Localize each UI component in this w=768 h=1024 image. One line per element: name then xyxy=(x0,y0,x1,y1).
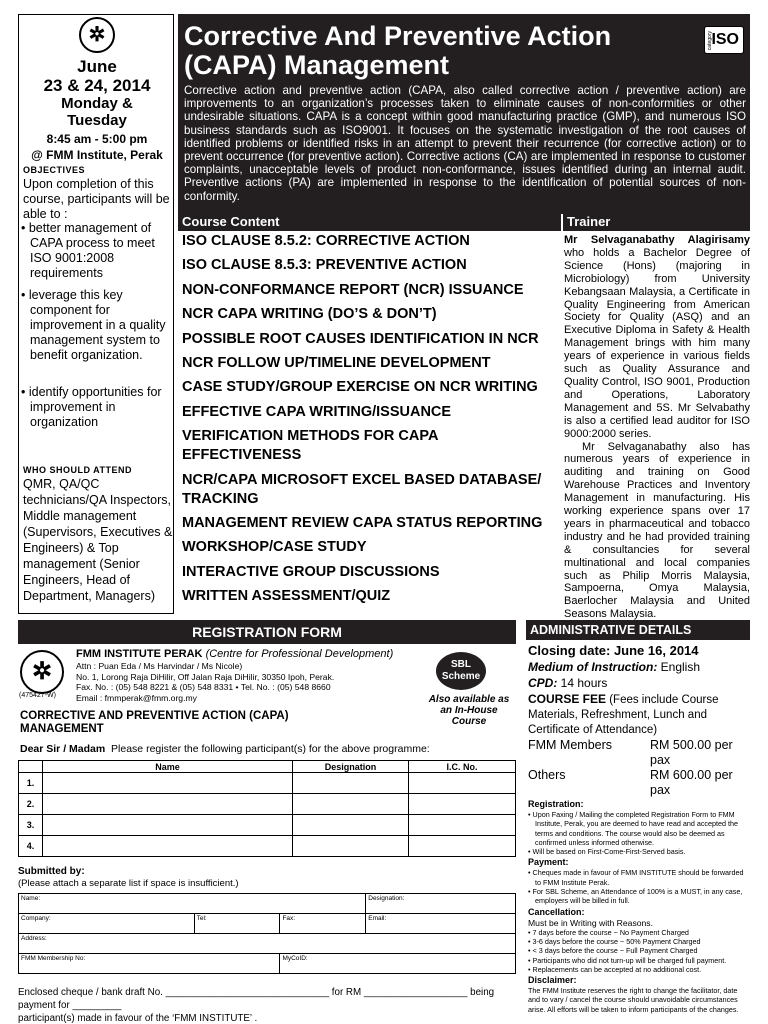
cancellation-term: • 3-6 days before the course ~ 50% Payment Charged xyxy=(528,936,701,946)
disclaimer-text: The FMM Institute reserves the right to change the facilitator, date and to vary / cancel the course should unavoidable circumstances arise. All efforts will be taken to inform participants of the changes. xyxy=(528,986,739,1014)
course-item: CASE STUDY/GROUP EXERCISE ON NCR WRITING xyxy=(182,379,538,396)
page-title xyxy=(184,22,704,80)
header-banner xyxy=(178,14,750,214)
submitter-fax-field[interactable]: Fax: xyxy=(280,914,366,934)
disclaimer-heading: Disclaimer: xyxy=(528,975,577,986)
participant-ic-field[interactable] xyxy=(409,836,516,857)
fee-amount: RM 600.00 per pax xyxy=(650,768,733,797)
cancellation-term: • Replacements can be accepted at no additional cost. xyxy=(528,964,702,974)
event-weekday-1: Monday & xyxy=(61,95,133,112)
course-item: WORKSHOP/CASE STUDY xyxy=(182,539,367,556)
who-should-attend-text: QMR, QA/QC technicians/QA Inspectors, Middle management (Supervisors, Executives & Engineers) & Top management (Senior Engineers, Head of Department, Managers) xyxy=(23,477,173,603)
title-line-1: Corrective And Preventive Action xyxy=(184,21,612,51)
sbl-line-1: SBL xyxy=(451,659,471,670)
iso-label: ISO xyxy=(711,31,739,48)
table-header-row xyxy=(19,761,516,773)
salutation xyxy=(20,743,430,755)
table-row xyxy=(19,815,516,836)
participant-designation-field[interactable] xyxy=(293,773,409,794)
participant-ic-field[interactable] xyxy=(409,794,516,815)
fee-who: Others xyxy=(528,768,566,782)
medium-of-instruction xyxy=(528,659,750,675)
table-row xyxy=(19,773,516,794)
registration-heading: REGISTRATION FORM xyxy=(18,620,516,644)
cpd-value: 14 hours xyxy=(557,676,608,690)
submitter-mycoid-field[interactable]: MyCoID: xyxy=(280,954,516,974)
event-days: 23 & 24, 2014 xyxy=(43,76,151,95)
title-line-2: (CAPA) Management xyxy=(184,50,450,80)
fmm-logo-icon: ✲ xyxy=(20,650,64,694)
trainer-bio xyxy=(564,234,750,621)
in-house-note: Also available as an In-House Course xyxy=(428,694,510,727)
payment-term: • Cheques made in favour of FMM INSTITUTE should be forwarded to FMM Institute Perak. xyxy=(528,868,744,887)
institute-name xyxy=(76,648,393,660)
row-number: 2. xyxy=(19,794,43,815)
cpd-hours xyxy=(528,675,750,691)
submitter-email-field[interactable]: Email: xyxy=(366,914,516,934)
cancellation-term: • Participants who did not turn-up will be charged full payment. xyxy=(528,955,727,965)
participant-name-field[interactable] xyxy=(43,773,293,794)
cancellation-term: • 7 days before the course ~ No Payment Charged xyxy=(528,927,689,937)
course-item: NCR FOLLOW UP/TIMELINE DEVELOPMENT xyxy=(182,354,491,371)
submitter-designation-field[interactable]: Designation: xyxy=(366,894,516,914)
course-item: WRITTEN ASSESSMENT/QUIZ xyxy=(182,588,391,605)
fee-row xyxy=(528,738,750,768)
objectives-intro: Upon completion of this course, participants will be able to : xyxy=(23,177,170,221)
course-item: INTERACTIVE GROUP DISCUSSIONS xyxy=(182,563,440,580)
iso-category-label: category xyxy=(707,31,713,51)
institute-street: No. 1, Lorong Raja DiHilir, Off Jalan Raja DiHilir, 30350 Ipoh, Perak. xyxy=(76,671,335,682)
institute-fax-tel: Fax. No. : (05) 548 8221 & (05) 548 8331 • Tel. No. : (05) 548 8660 xyxy=(76,682,331,692)
objective-item: • identify opportunities for improvement in organization xyxy=(21,385,162,429)
table-row xyxy=(19,836,516,857)
trainer-bio-para-1 xyxy=(564,234,750,441)
row-number: 1. xyxy=(19,773,43,794)
fmm-logo-icon: ✲ xyxy=(79,17,115,53)
payment-heading: Payment: xyxy=(528,857,569,868)
participant-name-field[interactable] xyxy=(43,794,293,815)
event-info-panel xyxy=(18,14,174,614)
fee-amount: RM 500.00 per pax xyxy=(650,738,733,767)
participant-designation-field[interactable] xyxy=(293,836,409,857)
table-header-num xyxy=(19,761,43,773)
participants-table xyxy=(18,760,516,857)
course-item: POSSIBLE ROOT CAUSES IDENTIFICATION IN NCR xyxy=(182,330,539,347)
medium-value: English xyxy=(657,660,701,674)
submitter-address-field[interactable]: Address: xyxy=(19,934,516,954)
submitted-by-note: (Please attach a separate list if space is insufficient.) xyxy=(18,878,239,889)
event-date-block xyxy=(19,57,175,163)
salutation-text: Please register the following participant(s) for the above programme: xyxy=(111,743,430,755)
medium-label: Medium of Instruction: xyxy=(528,660,658,674)
course-fee-note: (Fees include Course Materials, Refreshment, Lunch and Certificate of Attendance) xyxy=(528,694,719,736)
submitter-tel-field[interactable]: Tel: xyxy=(194,914,280,934)
event-weekday-2: Tuesday xyxy=(67,112,127,129)
submitter-membership-field[interactable]: FMM Membership No: xyxy=(19,954,280,974)
payment-declaration xyxy=(18,986,518,1024)
course-fee-label: COURSE FEE xyxy=(528,692,607,706)
submitter-form xyxy=(18,893,516,974)
cpd-label: CPD: xyxy=(528,676,558,690)
course-item: ISO CLAUSE 8.5.3: PREVENTIVE ACTION xyxy=(182,257,467,274)
participant-designation-field[interactable] xyxy=(293,815,409,836)
cancellation-intro: Must be in Writing with Reasons. xyxy=(528,917,653,928)
table-header-name: Name xyxy=(43,761,293,773)
course-item: ISO CLAUSE 8.5.2: CORRECTIVE ACTION xyxy=(182,233,470,249)
submitter-company-field[interactable]: Company: xyxy=(19,914,195,934)
submitted-by-heading: Submitted by: xyxy=(18,866,85,877)
institute-email: Email : fmmperak@fmm.org.my xyxy=(76,692,197,703)
fee-who: FMM Members xyxy=(528,738,613,752)
objective-item: • leverage this key component for improvement in a quality management system to benefit organization. xyxy=(21,288,166,362)
admin-details xyxy=(528,642,750,1014)
payment-declaration-line-1: Enclosed cheque / bank draft No. ______________________________ for RM ___________________ being payment for _________ xyxy=(18,987,495,1011)
fee-row xyxy=(528,768,750,798)
sbl-line-2: Scheme xyxy=(441,671,481,682)
payment-declaration-line-2: participant(s) made in favour of the ‘FMM INSTITUTE’ . xyxy=(18,1013,258,1024)
institute-address xyxy=(76,661,376,703)
institute-title: FMM INSTITUTE PERAK xyxy=(76,648,203,660)
payment-term: • For SBL Scheme, an Attendance of 100% is a MUST, in any case, employers will be billed in full. xyxy=(528,887,743,906)
admin-details-heading: ADMINISTRATIVE DETAILS xyxy=(526,620,750,640)
table-row xyxy=(19,794,516,815)
cancellation-heading: Cancellation: xyxy=(528,906,585,917)
row-number: 3. xyxy=(19,815,43,836)
cancellation-term: • < 3 days before the course ~ Full Payment Charged xyxy=(528,946,698,956)
course-content-list xyxy=(182,232,560,611)
trainer-bio-text-1: who holds a Bachelor Degree of Science (Hons) (majoring in Microbiology) from University Kebangsaan Malaysia, a Certificate in Quality Engineering from American Society for Quality (ASQ) and an Executive Diploma in Safety & Health Management brings with him many years of experience in various fields such as Quality Assurance and Quality Control, ISO 9001, Production and Operations, Laboratory Management and 5S. Mr Selvabathy is also a certified lead auditor for ISO 9000:2000 series. xyxy=(564,246,750,440)
closing-date: Closing date: June 16, 2014 xyxy=(528,643,699,658)
registration-term: • Will be based on First-Come-First-Served basis. xyxy=(528,847,686,857)
who-should-attend-heading: WHO SHOULD ATTEND xyxy=(23,465,132,475)
institute-attn: Attn : Puan Eda / Ms Harvindar / Ms Nicole) xyxy=(76,661,243,671)
participant-name-field[interactable] xyxy=(43,815,293,836)
event-month: June xyxy=(77,57,117,76)
event-venue: @ FMM Institute, Perak xyxy=(31,148,163,162)
participant-ic-field[interactable] xyxy=(409,773,516,794)
registration-term: • Upon Faxing / Mailing the completed Registration Form to FMM Institute, Perak, you are deemed to have read and accepted the terms and conditions. The course would also be deemed as confirmed unless informed otherwise. xyxy=(528,810,738,847)
event-time: 8:45 am - 5:00 pm xyxy=(46,132,148,146)
intro-paragraph: Corrective action and preventive action (CAPA, also called corrective action / preventive action) are improvements to an organization’s processes taken to eliminate causes of non-conformities or other undesirable situations. CAPA is a concept within good manufacturing practice (GMP), and numerous ISO business standards such as ISO9001. It focuses on the systematic investigation of the root causes of identified problems or identified risks in an attempt to prevent their recurrence (for corrective action) or to prevent occurrence (for preventive action). Corrective actions (CA) are implemented in response to customer complaints, unacceptable levels of product non-conformance, issues identified during an internal audit. Preventive actions (PA) are implemented in response to the identification of potential sources of non-conformity. xyxy=(184,84,746,203)
trainer-name: Mr Selvaganabathy Alagirisamy xyxy=(564,234,750,246)
trainer-bio-para-2: Mr Selvaganabathy also has numerous years of experience in auditing and training on Good Warehouse Practices and Inventory Management in manufacturing. His working experience spans over 17 years in pharmaceutical and tobacco industry and he had provided training & consultancies for several multinational and local companies such as Philip Morris Malaysia, Sampoerna, Omya Malaysia, Baerlocher Malaysia and United Seasons Malaysia. xyxy=(564,440,750,621)
iso-badge xyxy=(704,26,744,54)
participant-name-field[interactable] xyxy=(43,836,293,857)
table-header-ic: I.C. No. xyxy=(409,761,516,773)
registration-terms-heading: Registration: xyxy=(528,799,584,809)
participant-designation-field[interactable] xyxy=(293,794,409,815)
course-item: NCR/CAPA MICROSOFT EXCEL BASED DATABASE/ TRACKING xyxy=(182,471,542,507)
course-item: VERIFICATION METHODS FOR CAPA EFFECTIVENESS xyxy=(182,428,438,464)
course-item: EFFECTIVE CAPA WRITING/ISSUANCE xyxy=(182,403,452,420)
course-fee-heading xyxy=(528,692,750,738)
institute-subtitle: (Centre for Professional Development) xyxy=(205,648,394,660)
sbl-scheme-badge xyxy=(436,652,486,690)
trainer-heading: Trainer xyxy=(563,214,750,231)
registration-number: (475427-W) xyxy=(19,692,56,699)
course-item: NON-CONFORMANCE REPORT (NCR) ISSUANCE xyxy=(182,281,524,298)
salutation-greeting: Dear Sir / Madam xyxy=(20,743,106,755)
participant-ic-field[interactable] xyxy=(409,815,516,836)
objectives-heading: OBJECTIVES xyxy=(23,165,86,175)
objective-item: • better management of CAPA process to meet ISO 9001:2008 requirements xyxy=(21,221,155,280)
submitter-name-field[interactable]: Name: xyxy=(19,894,366,914)
registration-course-title: CORRECTIVE AND PREVENTIVE ACTION (CAPA) MANAGEMENT xyxy=(20,710,289,735)
course-content-heading: Course Content xyxy=(178,214,561,231)
course-item: MANAGEMENT REVIEW CAPA STATUS REPORTING xyxy=(182,514,543,531)
table-header-designation: Designation xyxy=(293,761,409,773)
row-number: 4. xyxy=(19,836,43,857)
course-item: NCR CAPA WRITING (DO’S & DON’T) xyxy=(182,306,437,323)
